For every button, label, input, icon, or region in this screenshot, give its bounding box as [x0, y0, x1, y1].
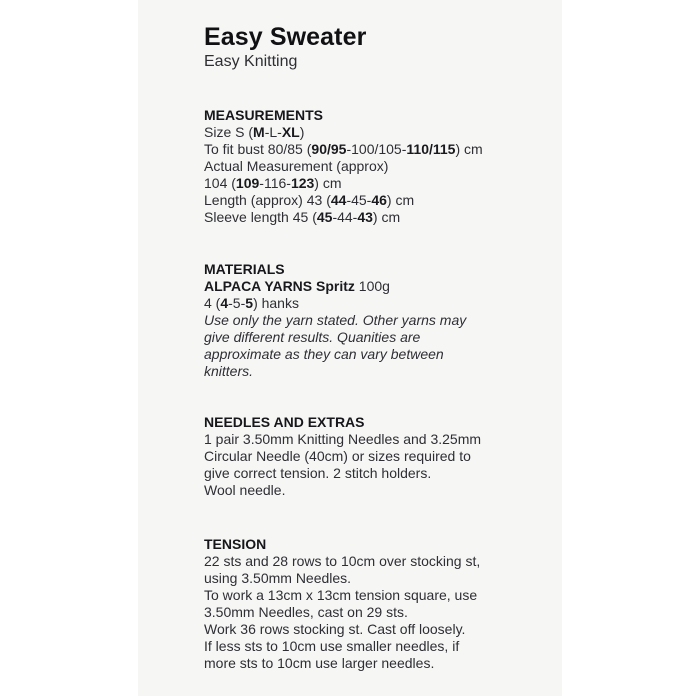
actual-m: 109	[235, 175, 260, 191]
needles-line: give correct tension. 2 stitch holders.	[204, 465, 432, 481]
hanks-m: 4	[220, 295, 229, 311]
pattern-content	[204, 22, 534, 671]
yarn-note-line: give different results. Quanities are	[204, 329, 421, 345]
length-line	[204, 192, 483, 209]
tension-line: Work 36 rows stocking st. Cast off loosely.	[204, 621, 466, 637]
sleeve-xl: 43	[357, 209, 373, 225]
measurements-section	[204, 107, 483, 226]
size-m: M	[253, 124, 265, 140]
needles-line: 1 pair 3.50mm Knitting Needles and 3.25mm	[204, 431, 482, 447]
length-suffix: ) cm	[386, 192, 415, 208]
needles-heading: NEEDLES AND EXTRAS	[204, 414, 365, 430]
hanks-suffix: ) hanks	[253, 295, 299, 311]
actual-l: -116-	[259, 175, 291, 191]
sleeve-l: -44-	[332, 209, 358, 225]
actual-measurement-label: Actual Measurement (approx)	[204, 158, 389, 174]
tension-line: If less sts to 10cm use smaller needles, if	[204, 638, 460, 654]
size-suffix: )	[299, 124, 305, 140]
sleeve-suffix: ) cm	[372, 209, 401, 225]
hanks-line	[204, 295, 466, 312]
sleeve-m: 45	[316, 209, 333, 225]
size-xl: XL	[281, 124, 300, 140]
sleeve-prefix: Sleeve length 45 (	[204, 209, 317, 225]
size-l: -L-	[264, 124, 282, 140]
measurements-heading: MEASUREMENTS	[204, 107, 324, 123]
length-xl: 46	[371, 192, 387, 208]
pattern-title: Easy Sweater	[204, 23, 367, 51]
tension-line: using 3.50mm Needles.	[204, 570, 352, 586]
yarn-weight: 100g	[354, 278, 390, 294]
hanks-prefix: 4 (	[204, 295, 221, 311]
bust-line	[204, 141, 483, 158]
needles-line: Wool needle.	[204, 482, 286, 498]
tension-line: To work a 13cm x 13cm tension square, use	[204, 587, 478, 603]
needles-section	[204, 414, 481, 499]
size-line	[204, 124, 483, 141]
sleeve-line	[204, 209, 483, 226]
size-prefix: Size S (	[204, 124, 254, 140]
bust-prefix: To fit bust 80/85 (	[204, 141, 312, 157]
actual-prefix: 104 (	[204, 175, 236, 191]
yarn-note-line: Use only the yarn stated. Other yarns may	[204, 312, 467, 328]
tension-line: 3.50mm Needles, cast on 29 sts.	[204, 604, 408, 620]
actual-suffix: ) cm	[314, 175, 342, 191]
yarn-line	[204, 278, 466, 295]
tension-line: 22 sts and 28 rows to 10cm over stocking st,	[204, 553, 481, 569]
needles-line: Circular Needle (40cm) or sizes required to	[204, 448, 471, 464]
materials-section	[204, 261, 466, 380]
hanks-xl: 5	[245, 295, 254, 311]
bust-m: 90/95	[311, 141, 347, 157]
actual-measurement-line	[204, 175, 483, 192]
yarn-note-line: knitters.	[204, 363, 254, 379]
tension-section	[204, 536, 480, 672]
bust-xl: 110/115	[406, 141, 456, 157]
tension-line: more sts to 10cm use larger needles.	[204, 655, 435, 671]
tension-heading: TENSION	[204, 536, 267, 552]
pattern-subtitle: Easy Knitting	[204, 53, 298, 70]
length-prefix: Length (approx) 43 (	[204, 192, 331, 208]
length-l: -45-	[346, 192, 372, 208]
yarn-brand: ALPACA YARNS Spritz	[204, 278, 355, 294]
bust-suffix: ) cm	[455, 141, 483, 157]
actual-xl: 123	[290, 175, 315, 191]
hanks-l: -5-	[228, 295, 246, 311]
bust-l: -100/105-	[346, 141, 407, 157]
yarn-note-line: approximate as they can vary between	[204, 346, 444, 362]
materials-heading: MATERIALS	[204, 261, 285, 277]
length-m: 44	[330, 192, 347, 208]
